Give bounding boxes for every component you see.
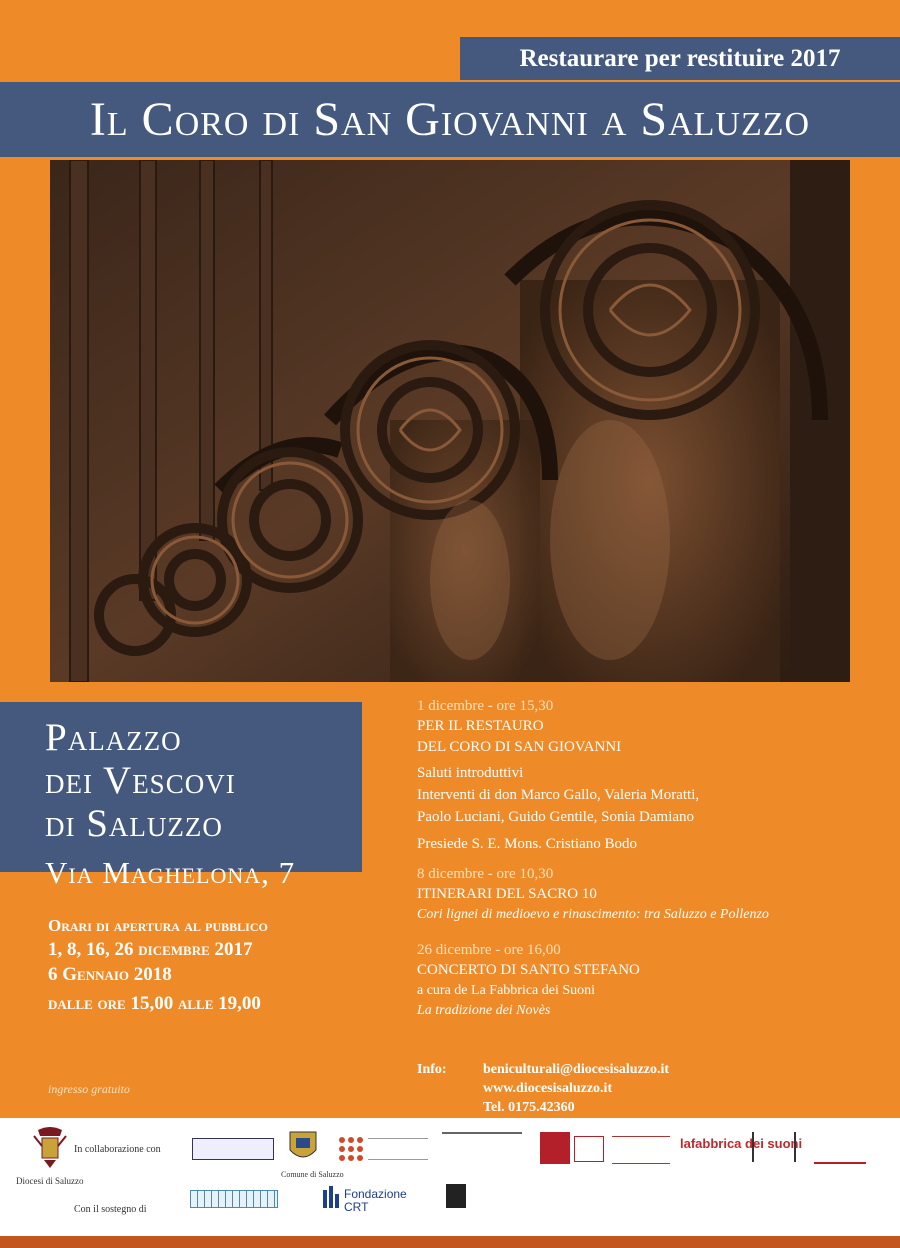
diocese-crest-icon — [30, 1126, 70, 1170]
event-date: 1 dicembre - ore 15,30 — [417, 698, 554, 714]
sponsor-logo-va — [814, 1140, 866, 1164]
venue-box — [0, 702, 362, 890]
event-subtitle: Cori lignei di medioevo e rinascimento: tra Saluzzo e Pollenzo — [417, 907, 769, 922]
choir-photo-illustration — [50, 160, 850, 682]
venue-line-3: di Saluzzo — [45, 802, 223, 845]
info-phone: Tel. 0175.42360 — [483, 1100, 575, 1115]
event-title: ITINERARI DEL SACRO 10 — [417, 886, 597, 902]
sponsor-logo-soprintendenza — [192, 1138, 274, 1160]
event-curator: a cura de La Fabbrica dei Suoni — [417, 983, 596, 998]
page-title: Il Coro di San Giovanni a Saluzzo — [0, 82, 900, 157]
event-1 — [417, 697, 887, 855]
event-speakers: Paolo Luciani, Guido Gentile, Sonia Damiano — [417, 809, 695, 825]
event-title: DEL CORO DI SAN GIOVANNI — [417, 739, 622, 755]
info-block — [417, 1060, 669, 1117]
fabbrica-logo: lafabbrica dei suoni — [680, 1136, 803, 1151]
comune-crest-icon — [286, 1126, 320, 1164]
info-email[interactable]: beniculturali@diocesisaluzzo.it — [483, 1062, 670, 1077]
program — [417, 697, 887, 1031]
series-banner: Restaurare per restituire 2017 — [460, 37, 900, 80]
opening-hours — [48, 915, 268, 1016]
diocese-label: Diocesi di Saluzzo — [16, 1176, 84, 1186]
fondazione-crt-label: Fondazione CRT — [344, 1187, 407, 1214]
sponsor-logo-black — [446, 1184, 466, 1208]
fondazione-crt-icon — [322, 1186, 340, 1210]
sponsor-logo-mt — [752, 1132, 796, 1162]
choir-photo — [50, 160, 850, 682]
event-subtitle: La tradizione dei Novès — [417, 1003, 551, 1018]
hours-dates-2017: 1, 8, 16, 26 dicembre 2017 — [48, 939, 253, 960]
info-label: Info: — [417, 1062, 447, 1077]
hours-time: dalle ore 15,00 alle 19,00 — [48, 993, 261, 1014]
venue-line-2: dei Vescovi — [45, 759, 236, 802]
venue-line-1: Palazzo — [45, 716, 182, 759]
event-date: 8 dicembre - ore 10,30 — [417, 866, 554, 882]
event-intro: Saluti introduttivi — [417, 765, 524, 781]
entry-note: ingresso gratuito — [48, 1082, 130, 1096]
sponsor-footer — [0, 1118, 900, 1236]
hours-dates-2018: 6 Gennaio 2018 — [48, 964, 172, 985]
event-2 — [417, 865, 887, 925]
event-chair: Presiede S. E. Mons. Cristiano Bodo — [417, 836, 637, 852]
event-3 — [417, 941, 887, 1021]
hours-label: Orari di apertura al pubblico — [48, 916, 268, 935]
event-speakers: Interventi di don Marco Gallo, Valeria Moratti, — [417, 787, 700, 803]
sponsor-logo-text — [368, 1138, 428, 1160]
sponsor-logo-red-text — [574, 1136, 604, 1162]
event-title: CONCERTO DI SANTO STEFANO — [417, 962, 640, 978]
comune-label: Comune di Saluzzo — [281, 1170, 344, 1179]
sponsor-logo-bank — [190, 1190, 278, 1208]
collab-label: In collaborazione con — [74, 1144, 161, 1155]
support-label: Con il sostegno di — [74, 1204, 147, 1215]
sponsor-logo-university — [442, 1132, 522, 1168]
sponsor-logo-grid-icon — [338, 1136, 364, 1162]
info-website[interactable]: www.diocesisaluzzo.it — [483, 1081, 613, 1096]
footer-rule — [0, 1236, 900, 1248]
event-title: PER IL RESTAURO — [417, 718, 544, 734]
venue-address: Via Maghelona, 7 — [45, 855, 296, 890]
sponsor-logo-red — [540, 1132, 570, 1164]
event-date: 26 dicembre - ore 16,00 — [417, 942, 561, 958]
sponsor-logo-regione — [612, 1136, 670, 1164]
